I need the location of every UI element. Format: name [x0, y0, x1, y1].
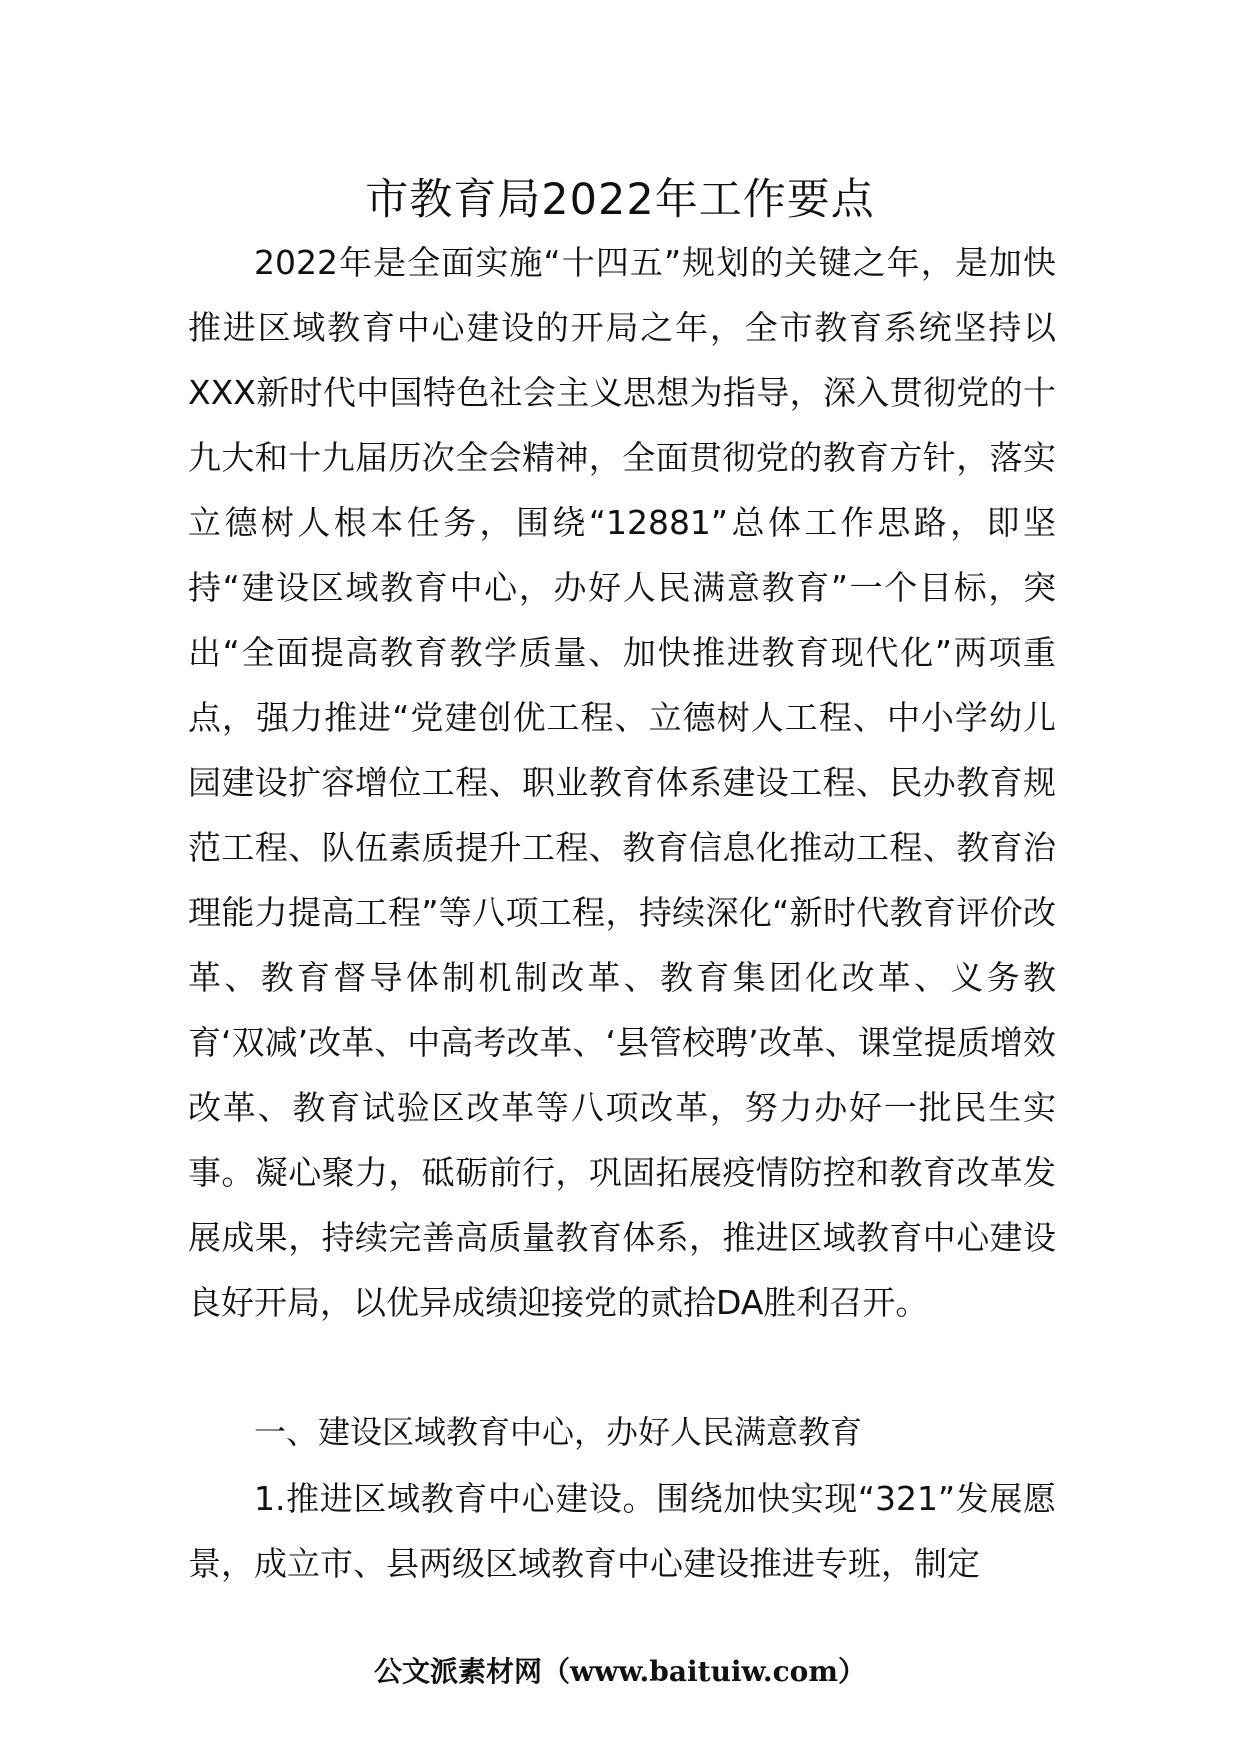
intro-paragraph: 2022年是全面实施“十四五”规划的关键之年，是加快推进区域教育中心建设的开局之年，全市教育系统坚持以XXX新时代中国特色社会主义思想为指导，深入贯彻党的十九大和十九届历次全会精神，全面贯彻党的教育方针，落实立德树人根本任务，围绕“12881”总体工作思路，即坚持“建设区域教育中心，办好人民满意教育”一个目标，突出“全面提高教育教学质量、加快推进教育现代化”两项重点，强力推进“党建创优工程、立德树人工程、中小学幼儿园建设扩容增位工程、职业教育体系建设工程、民办教育规范工程、队伍素质提升工程、教育信息化推动工程、教育治理能力提高工程”等八项工程，持续深化“新时代教育评价改革、教育督导体制机制改革、教育集团化改革、义务教育‘双减’改革、中高考改革、‘县管校聘’改革、课堂提质增效改革、教育试验区改革等八项改革，努力办好一批民生实事。凝心聚力，砥砺前行，巩固拓展疫情防控和教育改革发展成果，持续完善高质量教育体系，推进区域教育中心建设良好开局，以优异成绩迎接党的贰拾DA胜利召开。	[188, 243, 1056, 1322]
section-heading: 一、建设区域教育中心，办好人民满意教育	[254, 1413, 863, 1451]
document-title: 市教育局2022年工作要点	[365, 175, 875, 225]
footer-watermark: 公文派素材网（www.baituiw.com）	[374, 1655, 866, 1688]
item-paragraph: 1.推进区域教育中心建设。围绕加快实现“321”发展愿景，成立市、县两级区域教育中心建设推进专班，制定	[188, 1479, 1056, 1583]
